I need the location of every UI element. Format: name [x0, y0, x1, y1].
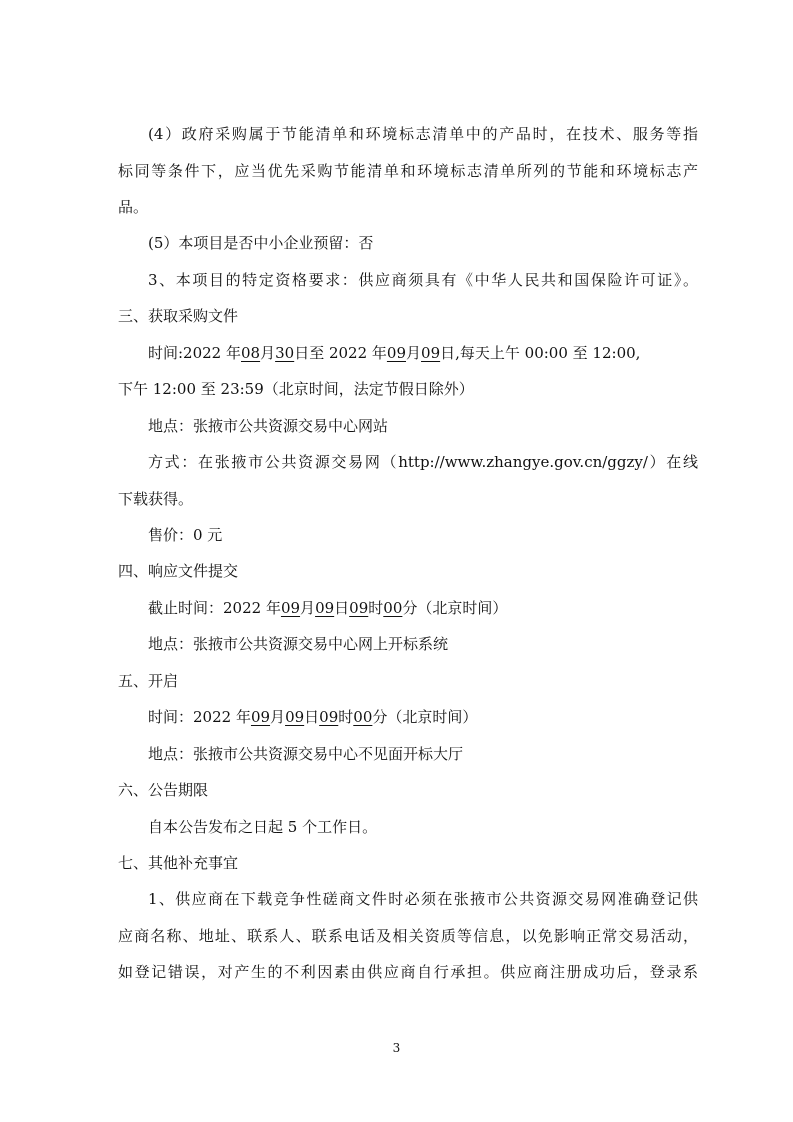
- section-4-deadline: [148, 598, 698, 618]
- section-5-place: 地点：张掖市公共资源交易中心不见面开标大厅: [148, 745, 464, 763]
- end-month: 09: [386, 344, 407, 362]
- paragraph-4-line-3: 品。: [118, 198, 149, 216]
- open-month: 09: [250, 708, 271, 726]
- month-char: 月: [406, 344, 422, 362]
- day-to-year: 日至 2022 年: [294, 344, 387, 362]
- deadline-label: 截止时间：2022 年: [148, 599, 281, 617]
- section-3-time-line-2: 下午 12:00 至 23:59（北京时间，法定节假日除外）: [118, 380, 474, 398]
- open-time-label: 时间：2022 年: [148, 708, 251, 726]
- end-day: 09: [421, 344, 441, 362]
- section-7-line-2: 应商名称、地址、联系人、联系电话及相关资质等信息，以免影响正常交易活动，: [118, 927, 698, 945]
- paragraph-4-line-2: 标同等条件下，应当优先采购节能清单和环境标志清单所列的节能和环境标志产: [118, 162, 698, 180]
- open-day: 09: [285, 708, 305, 726]
- open-hour: 09: [319, 708, 339, 726]
- deadline-hour: 09: [349, 599, 369, 617]
- section-5-heading: 五、开启: [118, 672, 179, 690]
- paragraph-4-line-1: (4）政府采购属于节能清单和环境标志清单中的产品时，在技术、服务等指: [148, 125, 698, 143]
- hour-char: 时: [368, 599, 384, 617]
- month-char: 月: [260, 344, 276, 362]
- deadline-tail: 分（北京时间）: [402, 599, 508, 617]
- time-label: 时间:2022 年: [148, 344, 241, 362]
- start-month: 08: [241, 344, 261, 362]
- section-4-place: 地点：张掖市公共资源交易中心网上开标系统: [148, 635, 449, 653]
- section-6-heading: 六、公告期限: [118, 781, 209, 799]
- section-7-heading: 七、其他补充事宜: [118, 854, 239, 872]
- section-3-method-line-2: 下载获得。: [118, 490, 194, 508]
- hour-char: 时: [338, 708, 354, 726]
- section-7-line-3: 如登记错误，对产生的不利因素由供应商自行承担。供应商注册成功后，登录系: [118, 963, 698, 981]
- open-time-tail: 分（北京时间）: [372, 708, 478, 726]
- deadline-month: 09: [280, 599, 301, 617]
- section-3-heading: 三、获取采购文件: [118, 307, 239, 325]
- day-char: 日: [334, 599, 350, 617]
- section-5-time: [148, 707, 698, 727]
- page-number: 3: [392, 1041, 401, 1055]
- section-4-heading: 四、响应文件提交: [118, 562, 239, 580]
- section-3-place: 地点：张掖市公共资源交易中心网站: [148, 417, 389, 435]
- daily-hours: 日,每天上午 00:00 至 12:00,: [440, 344, 641, 362]
- section-7-line-1: 1、供应商在下载竞争性磋商文件时必须在张掖市公共资源交易网准确登记供: [148, 890, 698, 908]
- deadline-day: 09: [315, 599, 335, 617]
- paragraph-5: (5）本项目是否中小企业预留：否: [148, 234, 374, 252]
- section-6-text: 自本公告发布之日起 5 个工作日。: [148, 818, 378, 836]
- open-minute: 00: [353, 708, 373, 726]
- section-3-method-line-1: 方式：在张掖市公共资源交易网（http://www.zhangye.gov.cn/ggzy/）在线: [148, 453, 698, 471]
- section-3-time-line-1: [148, 343, 698, 363]
- month-char: 月: [300, 599, 316, 617]
- day-char: 日: [304, 708, 320, 726]
- start-day: 30: [275, 344, 295, 362]
- section-3-price: 售价：0 元: [148, 526, 223, 544]
- month-char: 月: [270, 708, 286, 726]
- deadline-minute: 00: [383, 599, 403, 617]
- item-3: 3、本项目的特定资格要求：供应商须具有《中华人民共和国保险许可证》。: [148, 271, 698, 289]
